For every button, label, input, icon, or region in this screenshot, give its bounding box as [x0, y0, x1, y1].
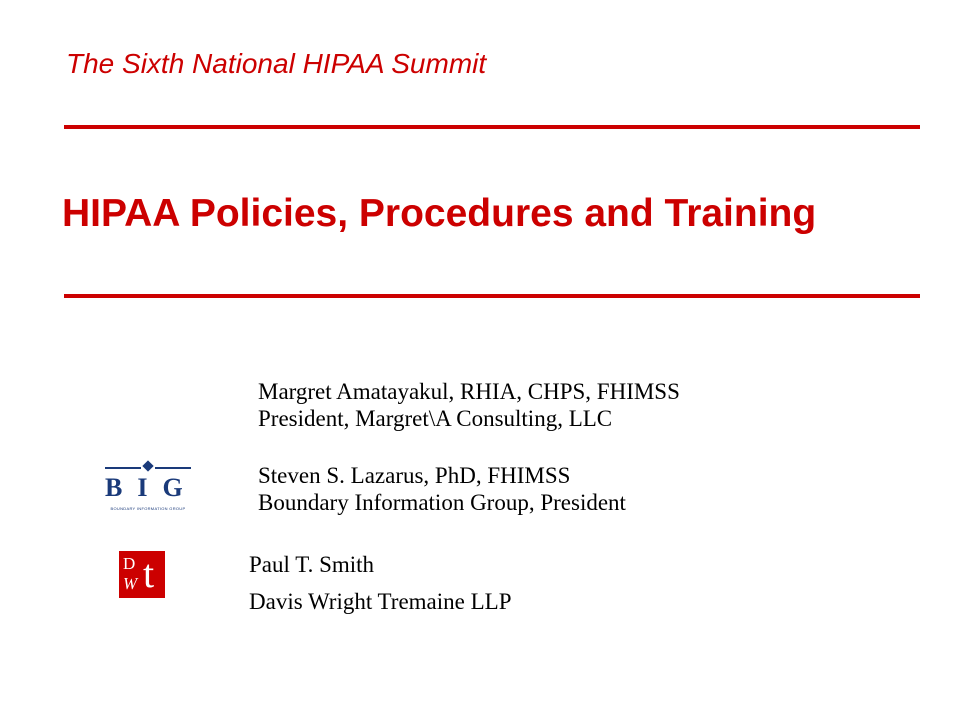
dwt-logo-t: t	[143, 551, 155, 596]
presenter-name: Margret Amatayakul, RHIA, CHPS, FHIMSS	[258, 379, 680, 404]
presenter-affiliation: Boundary Information Group, President	[258, 490, 626, 515]
summit-title: The Sixth National HIPAA Summit	[66, 48, 487, 79]
top-divider	[64, 125, 920, 129]
logo-rule-left	[105, 467, 141, 469]
presenter-name: Steven S. Lazarus, PhD, FHIMSS	[258, 463, 571, 488]
big-logo	[105, 461, 198, 513]
presenter-affiliation: Davis Wright Tremaine LLP	[249, 589, 512, 614]
logo-diamond-icon	[142, 460, 153, 471]
bottom-divider	[64, 294, 920, 298]
big-logo-letters: BIG	[105, 473, 198, 502]
presenter-name: Paul T. Smith	[249, 552, 375, 577]
presenter-amatayakul	[258, 378, 680, 432]
logo-rule-right	[155, 467, 191, 469]
dwt-logo-d: D	[123, 554, 136, 573]
dwt-logo	[119, 551, 165, 598]
presentation-title: HIPAA Policies, Procedures and Training	[62, 192, 817, 235]
dwt-logo-w: W	[123, 574, 138, 593]
big-logo-tagline: BOUNDARY INFORMATION GROUP	[110, 506, 186, 511]
presenter-lazarus	[258, 462, 626, 516]
presenter-affiliation: President, Margret\A Consulting, LLC	[258, 406, 613, 431]
presenter-smith	[249, 546, 512, 620]
